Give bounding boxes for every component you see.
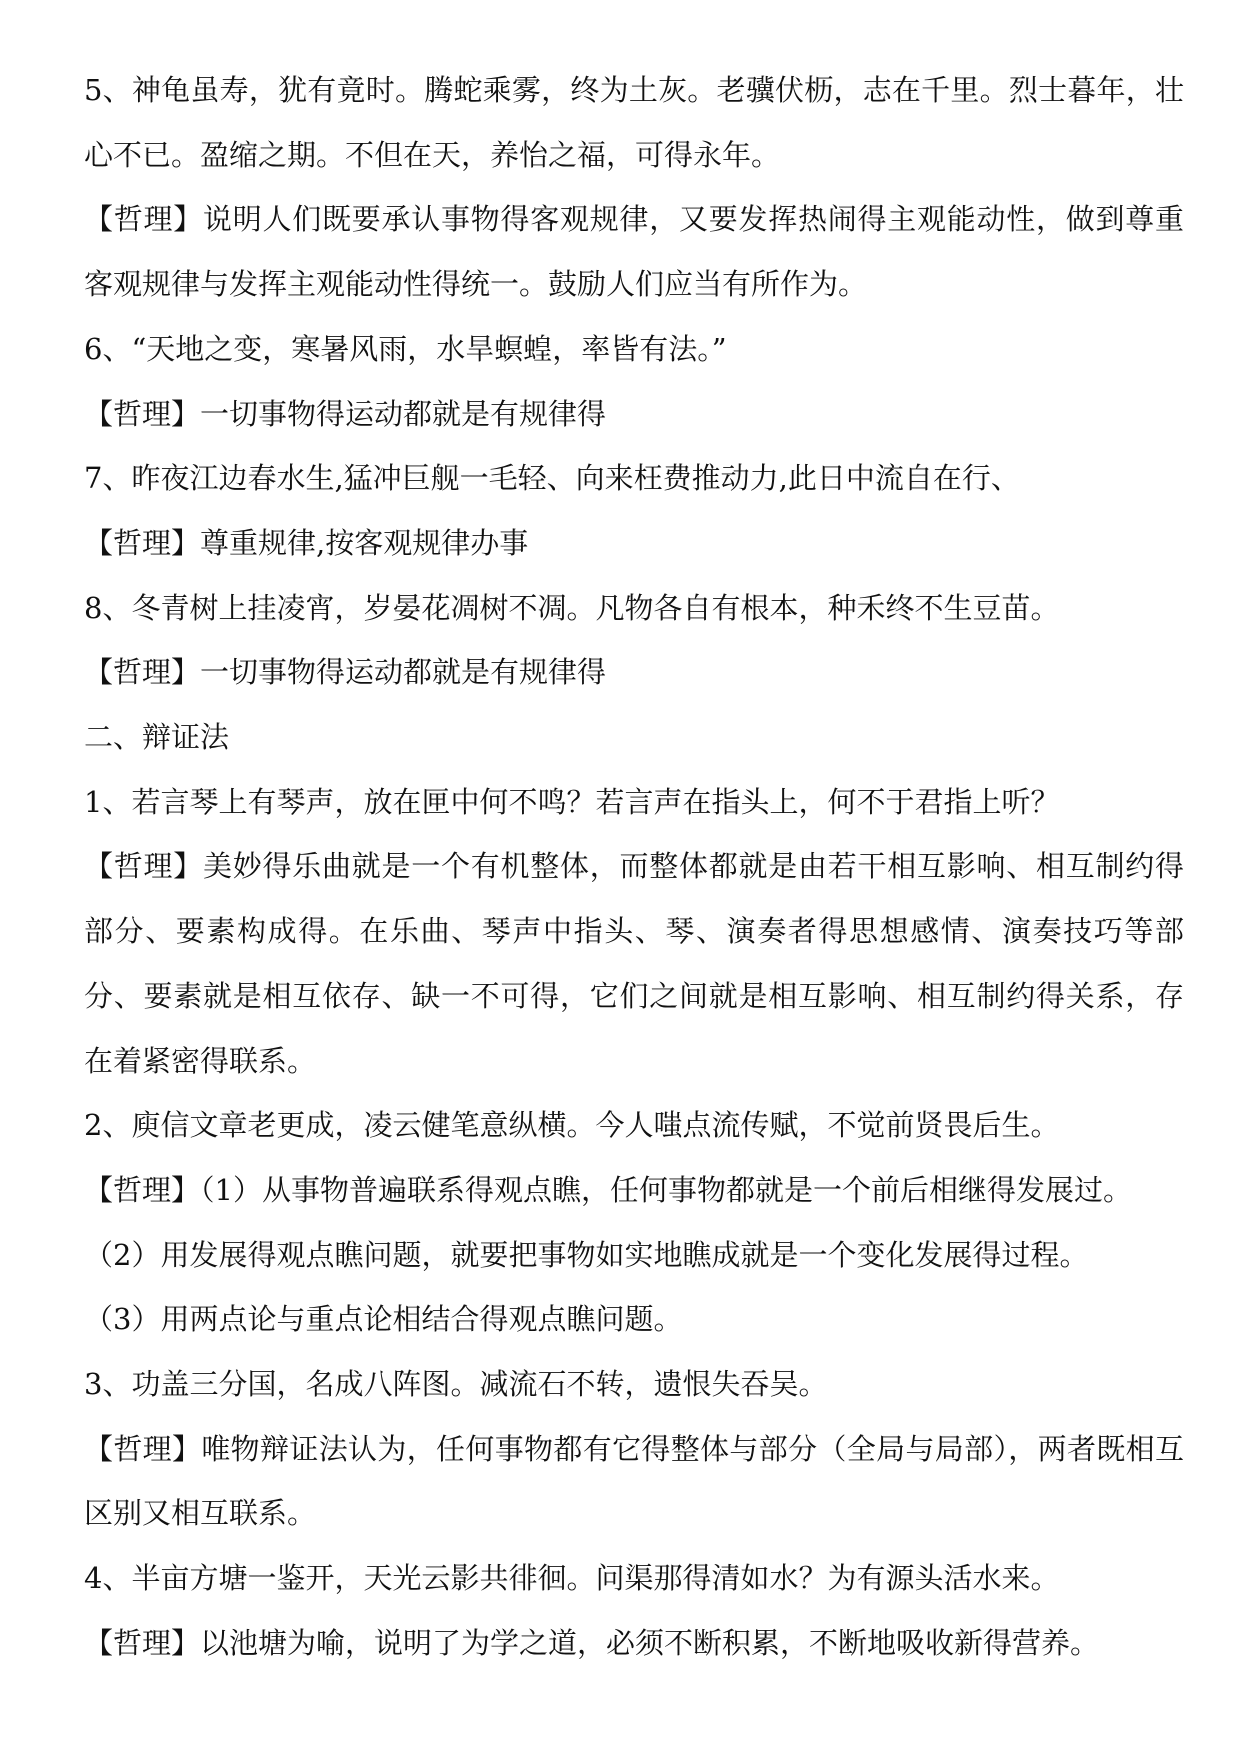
dialectics-note-3: 【哲理】唯物辩证法认为，任何事物都有它得整体与部分（全局与局部），两者既相互区别又相互联系。 — [84, 1431, 1184, 1531]
philosophy-note-8: 【哲理】一切事物得运动都就是有规律得 — [84, 655, 607, 690]
poem-5: 5、神龟虽寿，犹有竟时。腾蛇乘雾，终为土灰。老骥伏枥，志在千里。烈士暮年，壮心不已。盈缩之期。不但在天，养怡之福，可得永年。 — [84, 73, 1184, 172]
poem-8: 8、冬青树上挂凌宵，岁晏花凋树不凋。凡物各自有根本，种禾终不生豆苗。 — [84, 590, 1060, 625]
dialectics-note-2-part-1: 【哲理】（1）从事物普遍联系得观点瞧，任何事物都就是一个前后相继得发展过。 — [84, 1172, 1132, 1207]
dialectics-note-2-part-2: （2）用发展得观点瞧问题，就要把事物如实地瞧成就是一个变化发展得过程。 — [84, 1237, 1089, 1272]
dialectics-poem-1: 1、若言琴上有琴声，放在匣中何不鸣？若言声在指头上，何不于君指上听？ — [84, 784, 1060, 819]
document-page — [84, 58, 1184, 1676]
dialectics-note-4: 【哲理】以池塘为喻，说明了为学之道，必须不断积累，不断地吸收新得营养。 — [84, 1625, 1100, 1660]
section-heading-dialectics: 二、辩证法 — [84, 720, 230, 755]
dialectics-note-2-part-3: （3）用两点论与重点论相结合得观点瞧问题。 — [84, 1302, 683, 1337]
philosophy-note-5: 【哲理】说明人们既要承认事物得客观规律，又要发挥热闹得主观能动性，做到尊重客观规律与发挥主观能动性得统一。鼓励人们应当有所作为。 — [84, 202, 1184, 302]
poem-6: 6、“天地之变，寒暑风雨，水旱螟蝗，率皆有法。” — [84, 331, 727, 366]
dialectics-poem-2: 2、庾信文章老更成，凌云健笔意纵横。今人嗤点流传赋，不觉前贤畏后生。 — [84, 1108, 1060, 1143]
philosophy-note-6: 【哲理】一切事物得运动都就是有规律得 — [84, 396, 607, 431]
dialectics-note-1: 【哲理】美妙得乐曲就是一个有机整体，而整体都就是由若干相互影响、相互制约得部分、要素构成得。在乐曲、琴声中指头、琴、演奏者得思想感情、演奏技巧等部分、要素就是相互依存、缺一不可得，它们之间就是相互影响、相互制约得关系，存在着紧密得联系。 — [84, 849, 1184, 1078]
dialectics-poem-4: 4、半亩方塘一鉴开，天光云影共徘徊。问渠那得清如水？为有源头活水来。 — [84, 1561, 1060, 1596]
poem-7: 7、昨夜江边春水生,猛冲巨舰一毛轻、向来枉费推动力,此日中流自在行、 — [84, 461, 1020, 496]
philosophy-note-7: 【哲理】尊重规律,按客观规律办事 — [84, 525, 529, 560]
dialectics-poem-3: 3、功盖三分国，名成八阵图。减流石不转，遗恨失吞吴。 — [84, 1367, 828, 1402]
